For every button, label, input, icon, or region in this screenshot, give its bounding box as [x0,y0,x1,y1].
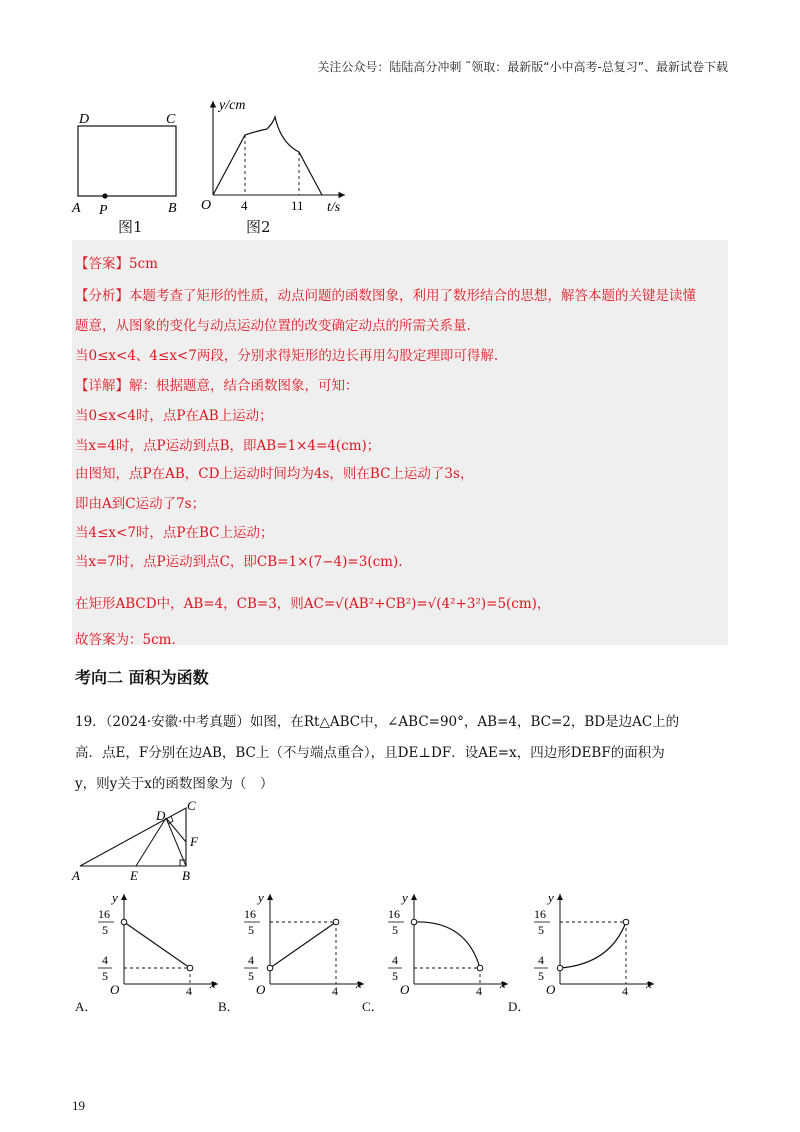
axis-x-letter: x [210,976,216,991]
analysis-line-2: 题意，从图象的变化与动点运动位置的改变确定动点的所需关系量. [75,318,471,334]
tick-16: 16 [534,907,546,921]
figure-1-caption: 图1 [118,218,143,236]
axis-x-letter: x [500,976,506,991]
detail-line-1: 【详解】解：根据题意，结合函数图象，可知： [75,378,359,394]
x-tick-4: 4 [476,984,482,998]
option-graph-c[interactable] [380,888,510,1000]
x-axis-label: t/s [327,200,341,215]
function-curve [124,922,190,968]
label-B: B [168,201,177,216]
endpoint-circle [187,965,193,971]
option-label-d[interactable]: D． [508,999,531,1014]
x-tick-11: 11 [291,198,304,213]
tick-4-num: 4 [392,953,398,967]
detail-line-7: 当x=7时，点P运动到点C，即CB=1×(7−4)=3(cm). [75,554,403,570]
origin-label: O [201,198,212,213]
tick-5-den: 5 [392,969,398,983]
label-D: D [79,112,90,127]
section-title: 考向二 面积为函数 [75,668,209,687]
tri-label-D: D [156,808,166,823]
tri-label-A: A [72,868,80,883]
endpoint-circle [557,965,563,971]
function-curve [270,922,336,968]
detail-line-9: 故答案为：5cm. [75,632,176,648]
tick-5-den: 5 [538,969,544,983]
tick-5: 5 [538,923,544,937]
option-label-b[interactable]: B． [218,999,240,1014]
endpoint-circle [623,919,629,925]
tick-5-den: 5 [248,969,254,983]
endpoint-circle [121,919,127,925]
origin-O: O [400,982,410,997]
tick-5: 5 [248,923,254,937]
axis-y-letter: y [112,890,118,905]
option-graph-a[interactable] [90,888,220,1000]
tick-4-num: 4 [248,953,254,967]
tri-label-F: F [190,834,198,849]
axis-y-letter: y [258,890,264,905]
label-A: A [72,201,81,216]
detail-line-8: 在矩形ABCD中，AB=4，CB=3，则AC=√(AB²+CB²)=√(4²+3²)=5(cm)， [75,596,551,612]
x-tick-4: 4 [241,198,248,213]
x-tick-4: 4 [622,984,628,998]
graph-svg [90,888,220,1000]
origin-O: O [546,982,556,997]
page-header: 关注公众号：陆陆高分冲刺 ˜领取：最新版“小中高考-总复习”、最新试卷下载 [317,60,728,74]
axis-y-letter: y [548,890,554,905]
x-tick-4: 4 [332,984,338,998]
function-curve [560,922,626,968]
origin-O: O [256,982,266,997]
answer-line: 【答案】5cm [75,256,158,272]
question-line-1: 19．（2024·安徽·中考真题）如图，在Rt△ABC中，∠ABC=90°，AB=4，BC=2，BD是边AC上的 [75,714,680,730]
tick-16: 16 [244,907,256,921]
figure-2-caption: 图2 [246,218,271,236]
endpoint-circle [411,919,417,925]
question-line-2: 高．点E，F分别在边AB，BC上（不与端点重合），且DE⊥DF．设AE=x，四边形DEBF的面积为 [75,745,665,761]
figure-1-rectangle [70,108,190,218]
detail-line-3: 当x=4时，点P运动到点B，即AB=1×4=4(cm)； [75,438,381,454]
graph-svg [236,888,366,1000]
tick-5-den: 5 [102,969,108,983]
detail-line-4: 由图知，点P在AB，CD上运动时间均为4s，则在BC上运动了3s， [75,466,474,482]
tri-label-B: B [182,868,190,883]
endpoint-circle [267,965,273,971]
option-graph-d[interactable] [526,888,656,1000]
analysis-line-3: 当0≤x<4、4≤x<7两段，分别求得矩形的边长再用勾股定理即可得解. [75,348,499,364]
detail-line-5: 即由A到C运动了7s； [75,496,206,512]
tick-5: 5 [102,923,108,937]
tri-label-E: E [130,868,138,883]
axis-x-letter: x [356,976,362,991]
tick-16: 16 [388,907,400,921]
origin-O: O [110,982,120,997]
function-curve [414,922,480,968]
detail-line-2: 当0≤x<4时，点P在AB上运动； [75,408,273,424]
triangle-figure [70,798,210,886]
page-number: 19 [72,1098,85,1113]
axis-y-letter: y [402,890,408,905]
x-tick-4: 4 [186,984,192,998]
option-graph-b[interactable] [236,888,366,1000]
label-C: C [166,112,176,127]
figure-2-graph [195,95,355,220]
option-label-a[interactable]: A． [75,999,98,1014]
endpoint-circle [477,965,483,971]
tri-label-C: C [187,798,196,813]
option-label-c[interactable]: C． [362,999,384,1014]
tick-4-num: 4 [538,953,544,967]
tick-4-num: 4 [102,953,108,967]
graph-svg [380,888,510,1000]
axis-x-letter: x [646,976,652,991]
label-P: P [99,203,108,218]
y-axis-label: y/cm [219,98,246,113]
endpoint-circle [333,919,339,925]
graph-svg [526,888,656,1000]
detail-line-6: 当4≤x<7时，点P在BC上运动； [75,525,274,541]
tick-5: 5 [392,923,398,937]
tick-16: 16 [98,907,110,921]
analysis-line-1: 【分析】本题考查了矩形的性质，动点问题的函数图象，利用了数形结合的思想，解答本题的关键是读懂 [75,288,696,304]
question-line-3: y，则y关于x的函数图象为（ ） [75,776,274,792]
